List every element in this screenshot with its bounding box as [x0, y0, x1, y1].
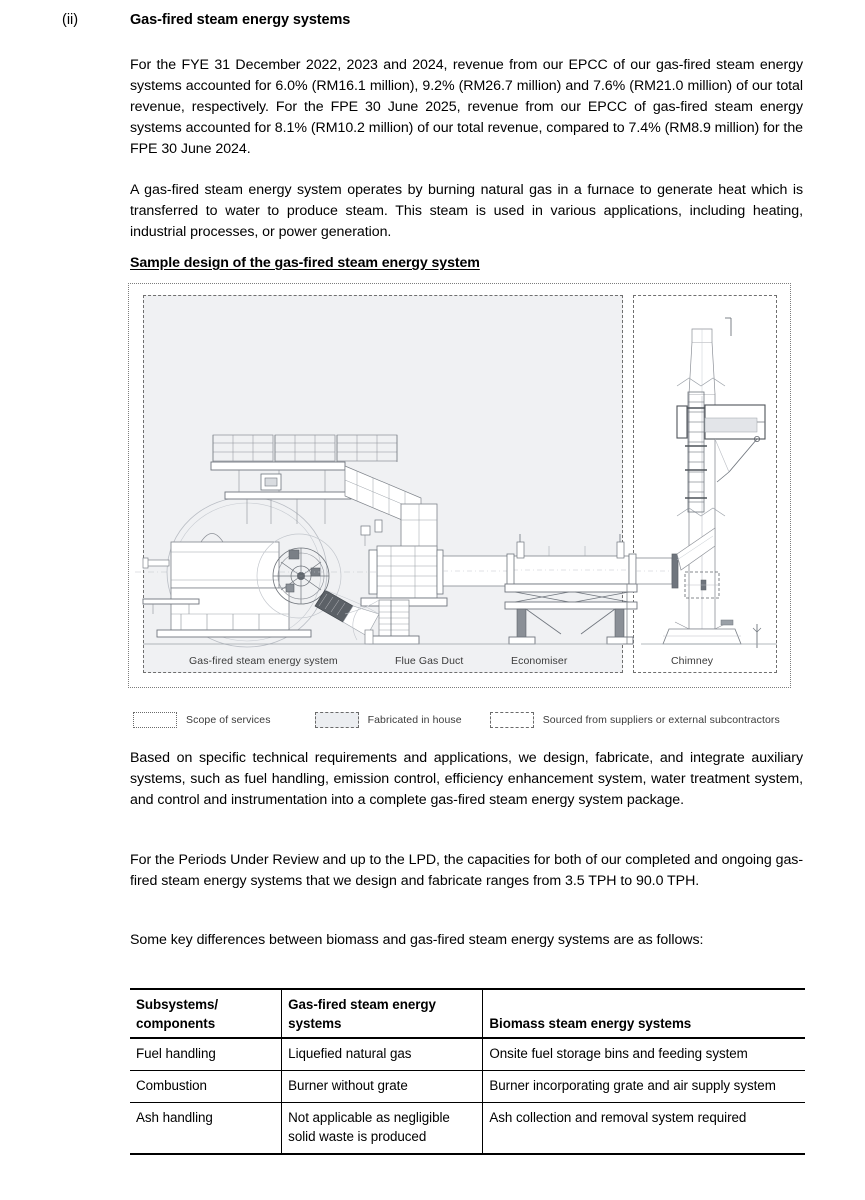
dashed-border-swatch-icon	[490, 712, 534, 728]
diagram-label-chimney: Chimney	[671, 655, 714, 667]
table-cell-component: Ash handling	[136, 1110, 213, 1125]
table-header-gas-fired-line1: Gas-fired steam energy	[288, 997, 436, 1012]
table-header-row	[130, 989, 805, 1038]
table-header-subsystems-line1: Subsystems/	[136, 997, 219, 1012]
diagram-label-gas-fired-system: Gas-fired steam energy system	[189, 655, 338, 667]
subheading-sample-design: Sample design of the gas-fired steam energy system	[130, 255, 480, 271]
table-cell-biomass: Ash collection and removal system required	[489, 1110, 747, 1125]
section-heading	[62, 10, 802, 30]
table-header-subsystems-line2: components	[136, 1016, 216, 1031]
legend-item-scope-of-services	[133, 712, 271, 728]
comparison-table	[130, 988, 805, 1155]
paragraph-auxiliary-systems: Based on specific technical requirements and applications, we design, fabricate, and integrate auxiliary systems, such as fuel handling, emission control, efficiency enhancement system, water treatment system, and control and instrumentation into a complete gas-fired steam energy system package.	[130, 750, 803, 808]
table-row	[130, 1103, 805, 1155]
table-cell-gas-fired: Liquefied natural gas	[282, 1038, 483, 1071]
sample-design-diagram	[128, 283, 791, 688]
diagram-legend	[133, 709, 793, 731]
paragraph-capacities: For the Periods Under Review and up to the LPD, the capacities for both of our completed and ongoing gas-fired steam energy systems that we design and fabricate ranges from 3.5 TPH to 90.0 TPH.	[130, 852, 804, 889]
dashed-filled-swatch-icon	[315, 712, 359, 728]
legend-label-scope-of-services: Scope of services	[186, 714, 271, 726]
table-header-subsystems	[130, 989, 282, 1038]
diagram-region-fabricated-in-house	[143, 295, 623, 673]
table-header-gas-fired	[282, 989, 483, 1038]
legend-label-fabricated-in-house: Fabricated in house	[367, 714, 462, 726]
paragraph-key-differences-intro: Some key differences between biomass and gas-fired steam energy systems are as follows:	[130, 932, 704, 948]
table-header-gas-fired-line2: systems	[288, 1016, 342, 1031]
diagram-label-economiser: Economiser	[511, 655, 568, 667]
section-number: (ii)	[62, 12, 79, 28]
dotted-border-swatch-icon	[133, 712, 177, 728]
table-cell-gas-fired: Burner without grate	[282, 1071, 483, 1103]
legend-label-sourced-externally: Sourced from suppliers or external subcontractors	[542, 714, 780, 726]
paragraph-description: A gas-fired steam energy system operates by burning natural gas in a furnace to generate heat which is transferred to water to produce steam. This steam is used in various applications, including heating, industrial processes, or power generation.	[130, 182, 803, 240]
table-cell-component: Combustion	[136, 1078, 207, 1093]
table-row	[130, 1071, 805, 1103]
table-cell-component: Fuel handling	[136, 1046, 216, 1061]
table-row	[130, 1038, 805, 1071]
diagram-region-sourced-external	[633, 295, 777, 673]
paragraph-revenue: For the FYE 31 December 2022, 2023 and 2024, revenue from our EPCC of our gas-fired steam energy systems accounted for 6.0% (RM16.1 million), 9.2% (RM26.7 million) and 7.6% (RM21.0 million) of our total revenue, respectively. For the FPE 30 June 2025, revenue from our EPCC of gas-fired steam energy systems accounted for 8.1% (RM10.2 million) of our total revenue, compared to 7.4% (RM8.9 million) for the FPE 30 June 2024.	[130, 57, 803, 157]
table-cell-gas-fired: Not applicable as negligible solid waste is produced	[282, 1103, 483, 1155]
diagram-label-flue-gas-duct: Flue Gas Duct	[395, 655, 464, 667]
legend-item-fabricated-in-house	[315, 712, 462, 728]
table-cell-biomass: Onsite fuel storage bins and feeding system	[489, 1046, 748, 1061]
table-header-biomass: Biomass steam energy systems	[489, 1016, 692, 1031]
table-cell-biomass: Burner incorporating grate and air supply system	[489, 1078, 776, 1093]
page-title: Gas-fired steam energy systems	[130, 12, 351, 28]
legend-item-sourced-externally	[490, 712, 780, 728]
